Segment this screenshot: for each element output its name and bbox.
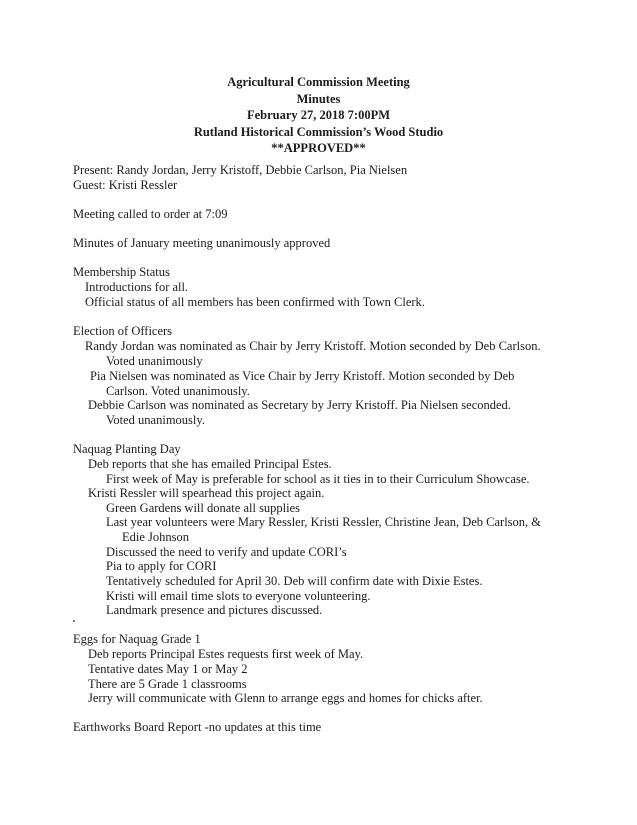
earthworks-report: Earthworks Board Report -no updates at this time	[73, 720, 322, 734]
election-line: Pia Nielsen was nominated as Vice Chair by Jerry Kristoff. Motion seconded by Deb	[90, 369, 515, 383]
minutes-approval: Minutes of January meeting unanimously approved	[73, 236, 331, 250]
eggs-line: Tentative dates May 1 or May 2	[88, 662, 248, 676]
eggs-line: There are 5 Grade 1 classrooms	[88, 677, 247, 691]
election-line: Voted unanimously.	[106, 413, 205, 427]
document-header	[0, 74, 637, 157]
document-subtitle: Minutes	[296, 91, 341, 106]
election-line: Randy Jordan was nominated as Chair by Jerry Kristoff. Motion seconded by Deb Carlson.	[85, 339, 541, 353]
election-line: Debbie Carlson was nominated as Secretary by Jerry Kristoff. Pia Nielsen seconded.	[88, 398, 511, 412]
election-line: Voted unanimously	[106, 354, 203, 368]
scan-speck	[73, 620, 75, 622]
membership-line: Official status of all members has been confirmed with Town Clerk.	[85, 295, 425, 309]
planting-line: Kristi will email time slots to everyone volunteering.	[106, 589, 371, 603]
planting-line: Tentatively scheduled for April 30. Deb will confirm date with Dixie Estes.	[106, 574, 483, 588]
planting-line: Edie Johnson	[122, 530, 190, 544]
planting-line: Landmark presence and pictures discussed.	[106, 603, 323, 617]
attendees-present: Present: Randy Jordan, Jerry Kristoff, Debbie Carlson, Pia Nielsen	[73, 163, 408, 177]
planting-line: Green Gardens will donate all supplies	[106, 501, 301, 515]
planting-line: Discussed the need to verify and update CORI’s	[106, 545, 347, 559]
planting-line: Kristi Ressler will spearhead this project again.	[88, 486, 325, 500]
eggs-heading: Eggs for Naquag Grade 1	[73, 632, 201, 646]
membership-heading: Membership Status	[73, 265, 170, 279]
call-to-order: Meeting called to order at 7:09	[73, 207, 228, 221]
document-title: Agricultural Commission Meeting	[227, 75, 410, 89]
approval-status: **APPROVED**	[271, 141, 366, 155]
eggs-line: Jerry will communicate with Glenn to arrange eggs and homes for chicks after.	[88, 691, 483, 705]
membership-line: Introductions for all.	[85, 280, 189, 294]
election-heading: Election of Officers	[73, 324, 173, 338]
planting-line: Deb reports that she has emailed Principal Estes.	[88, 457, 332, 471]
planting-heading: Naquag Planting Day	[73, 442, 181, 456]
attendees-guest: Guest: Kristi Ressler	[73, 178, 178, 192]
planting-line: Last year volunteers were Mary Ressler, Kristi Ressler, Christine Jean, Deb Carlson, &	[106, 515, 542, 529]
planting-line: Pia to apply for CORI	[106, 559, 217, 573]
election-line: Carlson. Voted unanimously.	[106, 384, 250, 398]
eggs-line: Deb reports Principal Estes requests first week of May.	[88, 647, 364, 661]
meeting-date: February 27, 2018 7:00PM	[246, 108, 391, 122]
planting-line: First week of May is preferable for school as it ties in to their Curriculum Showcase.	[106, 472, 530, 486]
meeting-location: Rutland Historical Commission’s Wood Studio	[193, 124, 444, 139]
